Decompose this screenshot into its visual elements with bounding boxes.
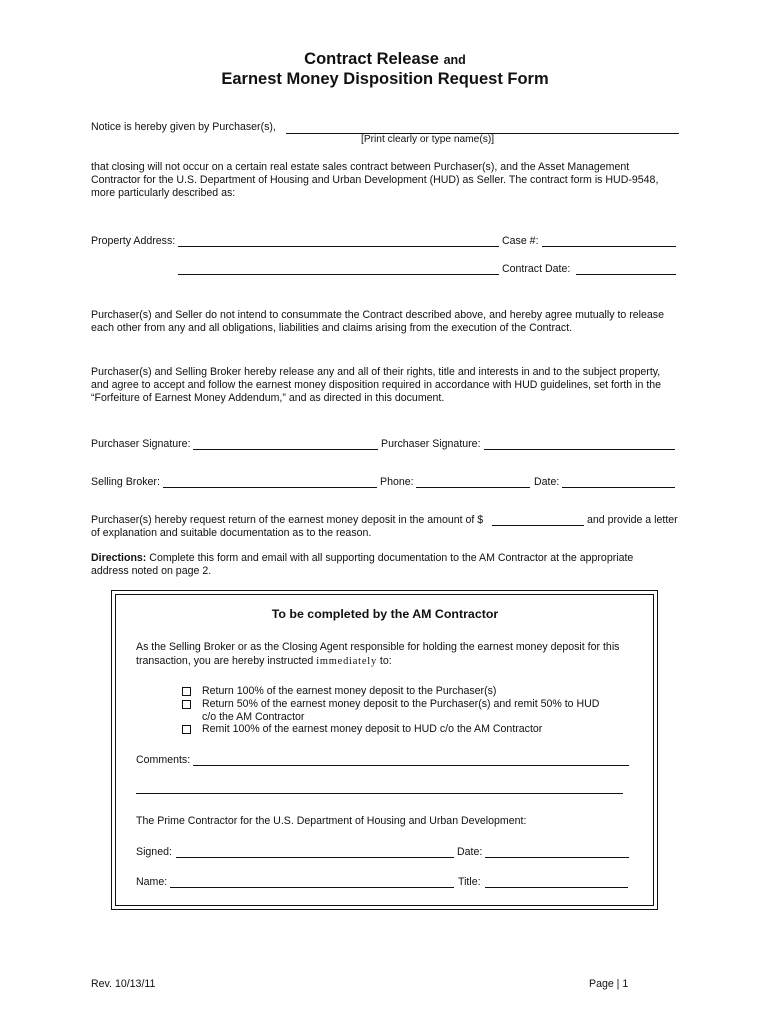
amount-field[interactable] (492, 525, 584, 526)
purchaser-signature-label-1: Purchaser Signature: (91, 438, 191, 450)
am-date-field[interactable] (485, 857, 629, 858)
am-intro-after: to: (376, 655, 392, 667)
option-label-2-continuation: c/o the AM Contractor (202, 711, 305, 723)
am-date-label: Date: (457, 846, 483, 858)
am-box-title: To be completed by the AM Contractor (271, 607, 499, 621)
title-field[interactable] (485, 887, 628, 888)
broker-line-2: and agree to accept and follow the earnest money disposition required in accordance with HUD guidelines, set forth in the (91, 379, 662, 391)
signed-label: Signed: (136, 846, 172, 858)
release-line-2: each other from any and all obligations, liabilities and claims arising from the execution of the Contract. (91, 322, 573, 334)
selling-broker-label: Selling Broker: (91, 476, 160, 488)
am-intro-before: transaction, you are hereby instructed (136, 655, 317, 667)
directions-line-1 (91, 552, 691, 565)
option-label-3: Remit 100% of the earnest money deposit to HUD c/o the AM Contractor (202, 723, 543, 735)
name-label: Name: (136, 876, 168, 888)
broker-line-3: “Forfeiture of Earnest Money Addendum,” and as directed in this document. (91, 392, 445, 404)
case-number-label: Case #: (502, 235, 539, 247)
closing-line-3: more particularly described as: (91, 187, 236, 199)
title-suffix: and (443, 53, 466, 67)
directions-line-2: address noted on page 2. (91, 565, 212, 577)
request-text-before: Purchaser(s) hereby request return of the earnest money deposit in the amount of $ (91, 514, 484, 526)
request-line-2: of explanation and suitable documentation as to the reason. (91, 527, 372, 539)
name-field[interactable] (170, 887, 454, 888)
revision-label: Rev. 10/13/11 (91, 978, 156, 990)
am-intro-line-1: As the Selling Broker or as the Closing Agent responsible for holding the earnest money deposit for this (136, 641, 620, 653)
directions-label: Directions: (91, 552, 147, 564)
option-checkbox-1[interactable] (182, 687, 191, 696)
case-number-field[interactable] (542, 246, 676, 247)
option-label-1: Return 100% of the earnest money deposit to the Purchaser(s) (202, 685, 497, 697)
phone-field[interactable] (416, 487, 530, 488)
property-address-field-2[interactable] (178, 274, 499, 275)
option-label-2: Return 50% of the earnest money deposit to the Purchaser(s) and remit 50% to HUD (202, 698, 600, 710)
comments-field-1[interactable] (193, 765, 629, 766)
prime-contractor-text: The Prime Contractor for the U.S. Department of Housing and Urban Development: (136, 815, 527, 827)
notice-hint: [Print clearly or type name(s)] (361, 134, 495, 145)
phone-label: Phone: (380, 476, 414, 488)
purchaser-signature-field-2[interactable] (484, 449, 675, 450)
broker-line-1: Purchaser(s) and Selling Broker hereby release any and all of their rights, title and interests in and to the subject property, (91, 366, 661, 378)
am-intro-line-2 (136, 655, 646, 668)
selling-broker-field[interactable] (163, 487, 377, 488)
comments-field-2[interactable] (136, 793, 623, 794)
directions-text: Complete this form and email with all supporting documentation to the AM Contractor at the appropriate (146, 552, 634, 564)
notice-label: Notice is hereby given by Purchaser(s), (91, 121, 276, 133)
closing-line-1: that closing will not occur on a certain real estate sales contract between Purchaser(s), and the Asset Management (91, 161, 630, 173)
title-label: Title: (458, 876, 481, 888)
option-checkbox-3[interactable] (182, 725, 191, 734)
signed-field[interactable] (176, 857, 454, 858)
form-title-line1 (0, 50, 770, 69)
title-main: Contract Release (304, 50, 439, 68)
page-number: Page | 1 (589, 978, 629, 990)
property-address-label: Property Address: (91, 235, 176, 247)
contract-date-label: Contract Date: (502, 263, 571, 275)
contract-date-field[interactable] (576, 274, 676, 275)
comments-label: Comments: (136, 754, 191, 766)
property-address-field[interactable] (178, 246, 499, 247)
purchaser-signature-field-1[interactable] (193, 449, 378, 450)
date-label: Date: (534, 476, 560, 488)
am-intro-emphasis: immediately (316, 656, 377, 667)
release-line-1: Purchaser(s) and Seller do not intend to consummate the Contract described above, and hereby agree mutually to release (91, 309, 664, 321)
purchaser-signature-label-2: Purchaser Signature: (381, 438, 481, 450)
date-field[interactable] (562, 487, 675, 488)
closing-line-2: Contractor for the U.S. Department of Housing and Urban Development (HUD) as Seller. The contract form is HUD-9548, (91, 174, 659, 186)
request-text-after: and provide a letter (587, 514, 678, 526)
form-title-line2: Earnest Money Disposition Request Form (221, 70, 549, 88)
option-checkbox-2[interactable] (182, 700, 191, 709)
